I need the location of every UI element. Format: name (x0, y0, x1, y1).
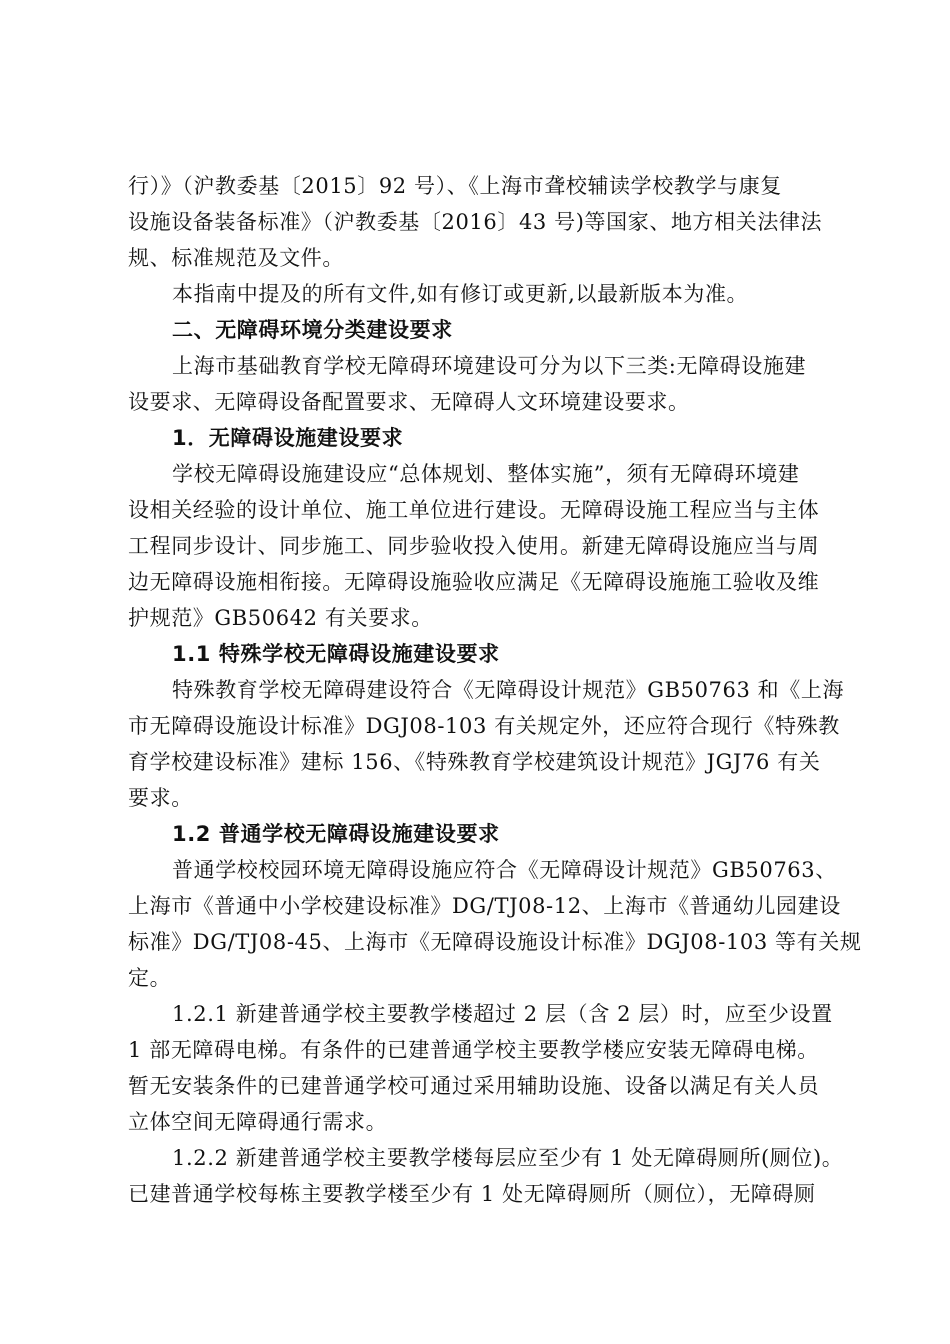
text-line: 1.2.2 新建普通学校主要教学楼每层应至少有 1 处无障碍厕所(厕位)。 (172, 1146, 844, 1170)
text-line: 设施设备装备标准》（沪教委基〔2016〕43 号)等国家、地方相关法律法 (128, 210, 823, 234)
text-line: 要求。 (128, 786, 193, 810)
text-line: 暂无安装条件的已建普通学校可通过采用辅助设施、设备以满足有关人员 (128, 1074, 820, 1098)
text-line: 普通学校校园环境无障碍设施应符合《无障碍设计规范》GB50763、 (172, 858, 837, 882)
text-line: 规、标准规范及文件。 (128, 246, 344, 270)
text-line: 标准》DG/TJ08-45、上海市《无障碍设施设计标准》DGJ08-103 等有关规 (128, 930, 862, 954)
section-heading: 二、无障碍环境分类建设要求 (172, 318, 453, 342)
text-line: 设要求、无障碍设备配置要求、无障碍人文环境建设要求。 (128, 390, 690, 414)
text-line: 特殊教育学校无障碍建设符合《无障碍设计规范》GB50763 和《上海 (172, 678, 845, 702)
text-line: 护规范》GB50642 有关要求。 (128, 606, 433, 630)
text-line: 上海市《普通中小学校建设标准》DG/TJ08-12、上海市《普通幼儿园建设 (128, 894, 841, 918)
subsection-heading: 1.1 特殊学校无障碍设施建设要求 (172, 642, 500, 666)
text-line: 行）》（沪教委基〔2015〕92 号）、《上海市聋校辅读学校教学与康复 (128, 174, 782, 198)
text-line: 定。 (128, 966, 172, 990)
text-line: 育学校建设标准》建标 156、《特殊教育学校建筑设计规范》JGJ76 有关 (128, 750, 821, 774)
text-line: 上海市基础教育学校无障碍环境建设可分为以下三类:无障碍设施建 (172, 354, 807, 378)
document-body (128, 168, 862, 1212)
text-line: 已建普通学校每栋主要教学楼至少有 1 处无障碍厕所（厕位），无障碍厕 (128, 1182, 816, 1206)
text-line: 立体空间无障碍通行需求。 (128, 1110, 388, 1134)
text-line: 设相关经验的设计单位、施工单位进行建设。无障碍设施工程应当与主体 (128, 498, 820, 522)
text-line: 1.2.1 新建普通学校主要教学楼超过 2 层（含 2 层）时，应至少设置 (172, 1002, 833, 1026)
text-line: 1 部无障碍电梯。有条件的已建普通学校主要教学楼应安装无障碍电梯。 (128, 1038, 819, 1062)
text-line: 市无障碍设施设计标准》DGJ08-103 有关规定外，还应符合现行《特殊教 (128, 714, 840, 738)
text-line: 本指南中提及的所有文件,如有修订或更新,以最新版本为准。 (172, 282, 749, 306)
text-line: 边无障碍设施相衔接。无障碍设施验收应满足《无障碍设施施工验收及维 (128, 570, 820, 594)
subsection-heading: 1．无障碍设施建设要求 (172, 426, 404, 450)
text-line: 学校无障碍设施建设应“总体规划、整体实施”，须有无障碍环境建 (172, 462, 800, 486)
text-line: 工程同步设计、同步施工、同步验收投入使用。新建无障碍设施应当与周 (128, 534, 820, 558)
subsection-heading: 1.2 普通学校无障碍设施建设要求 (172, 822, 500, 846)
